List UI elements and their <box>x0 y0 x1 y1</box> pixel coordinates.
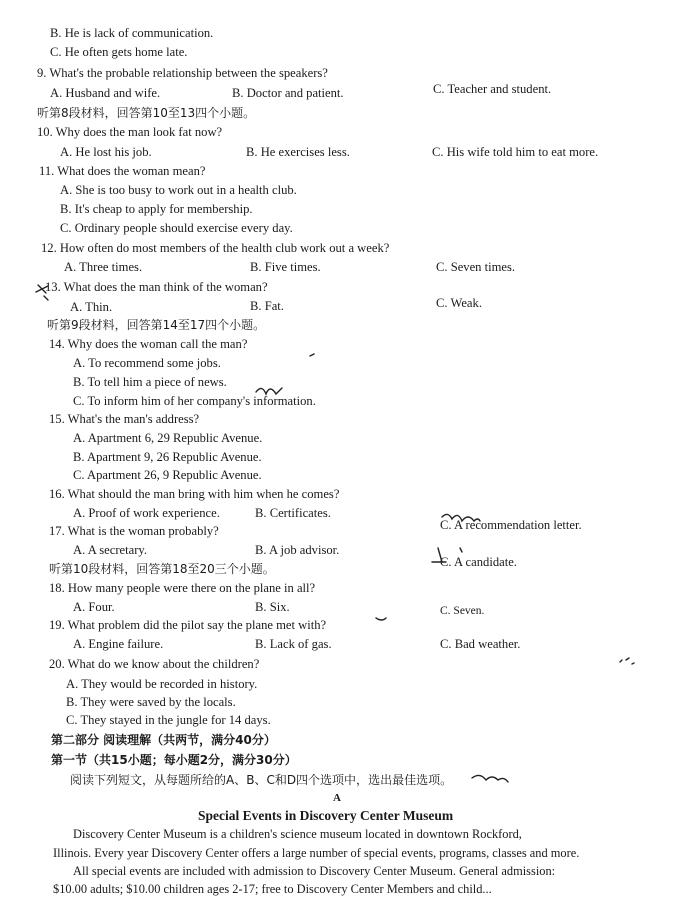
section-10-instruction: 听第10段材料，回答第18至20三个小题。 <box>49 562 275 576</box>
passage-line-2: Illinois. Every year Discovery Center offers a large number of special events, programs, classes and more. <box>53 846 580 860</box>
q16-option-b: B. Certificates. <box>255 506 331 520</box>
passage-title: Special Events in Discovery Center Museum <box>198 808 454 823</box>
section-9-instruction: 听第9段材料，回答第14至17四个小题。 <box>47 318 266 332</box>
q17-option-c: C. A candidate. <box>440 555 517 569</box>
q15-option-c: C. Apartment 26, 9 Republic Avenue. <box>73 468 262 482</box>
q13-option-b: B. Fat. <box>250 299 284 313</box>
q9-option-a: A. Husband and wife. <box>50 86 161 100</box>
q9-option-c: C. Teacher and student. <box>433 82 552 96</box>
q8-option-b: B. He is lack of communication. <box>50 26 214 40</box>
q11-option-a: A. She is too busy to work out in a health club. <box>60 183 297 197</box>
q13-option-a: A. Thin. <box>70 300 113 314</box>
question-13: 13. What does the man think of the woman? <box>45 280 268 294</box>
q10-option-b: B. He exercises less. <box>246 145 350 159</box>
q18-option-b: B. Six. <box>255 600 290 614</box>
q16-option-a: A. Proof of work experience. <box>73 506 220 520</box>
q18-option-c: C. Seven. <box>440 605 485 617</box>
passage-line-4: $10.00 adults; $10.00 children ages 2-17; free to Discovery Center Members and child... <box>53 882 492 896</box>
part-2-heading: 第二部分 阅读理解（共两节，满分40分） <box>51 733 276 747</box>
q14-option-c: C. To inform him of her company's information. <box>73 394 316 408</box>
q12-option-b: B. Five times. <box>250 260 321 274</box>
passage-line-1: Discovery Center Museum is a children's science museum located in downtown Rockford, <box>73 827 522 841</box>
q12-option-a: A. Three times. <box>64 260 143 274</box>
question-9: 9. What's the probable relationship between the speakers? <box>37 66 328 80</box>
question-20: 20. What do we know about the children? <box>49 657 260 671</box>
question-17: 17. What is the woman probably? <box>49 524 219 538</box>
q10-option-c: C. His wife told him to eat more. <box>432 145 599 159</box>
q12-option-c: C. Seven times. <box>436 260 516 274</box>
q13-option-c: C. Weak. <box>436 296 482 310</box>
q8-option-c: C. He often gets home late. <box>50 45 188 59</box>
question-15: 15. What's the man's address? <box>49 412 200 426</box>
question-11: 11. What does the woman mean? <box>39 164 206 178</box>
q11-option-c: C. Ordinary people should exercise every day. <box>60 221 293 235</box>
q14-option-a: A. To recommend some jobs. <box>73 356 221 370</box>
reading-instruction: 阅读下列短文，从每题所给的A、B、C和D四个选项中，选出最佳选项。 <box>70 773 453 787</box>
q17-option-a: A. A secretary. <box>73 543 148 557</box>
q15-option-a: A. Apartment 6, 29 Republic Avenue. <box>73 431 263 445</box>
section-1-heading: 第一节（共15小题；每小题2分，满分30分） <box>51 753 297 767</box>
passage-line-3: All special events are included with admission to Discovery Center Museum. General admission: <box>73 864 556 878</box>
q17-option-b: B. A job advisor. <box>255 543 340 557</box>
q18-option-a: A. Four. <box>73 600 115 614</box>
question-14: 14. Why does the woman call the man? <box>49 337 248 351</box>
question-10: 10. Why does the man look fat now? <box>37 125 223 139</box>
q10-option-a: A. He lost his job. <box>60 145 152 159</box>
q20-option-a: A. They would be recorded in history. <box>66 677 258 691</box>
q19-option-c: C. Bad weather. <box>440 637 521 651</box>
passage-letter: A <box>333 792 341 804</box>
q20-option-b: B. They were saved by the locals. <box>66 695 236 709</box>
question-19: 19. What problem did the pilot say the plane met with? <box>49 618 327 632</box>
q15-option-b: B. Apartment 9, 26 Republic Avenue. <box>73 450 262 464</box>
question-18: 18. How many people were there on the plane in all? <box>49 581 316 595</box>
question-16: 16. What should the man bring with him when he comes? <box>49 487 340 501</box>
q16-option-c: C. A recommendation letter. <box>440 518 582 532</box>
q9-option-b: B. Doctor and patient. <box>232 86 344 100</box>
q20-option-c: C. They stayed in the jungle for 14 days. <box>66 713 271 727</box>
q14-option-b: B. To tell him a piece of news. <box>73 375 227 389</box>
section-8-instruction: 听第8段材料，回答第10至13四个小题。 <box>37 106 256 120</box>
q19-option-a: A. Engine failure. <box>73 637 164 651</box>
q19-option-b: B. Lack of gas. <box>255 637 332 651</box>
question-12: 12. How often do most members of the health club work out a week? <box>41 241 390 255</box>
q11-option-b: B. It's cheap to apply for membership. <box>60 202 253 216</box>
